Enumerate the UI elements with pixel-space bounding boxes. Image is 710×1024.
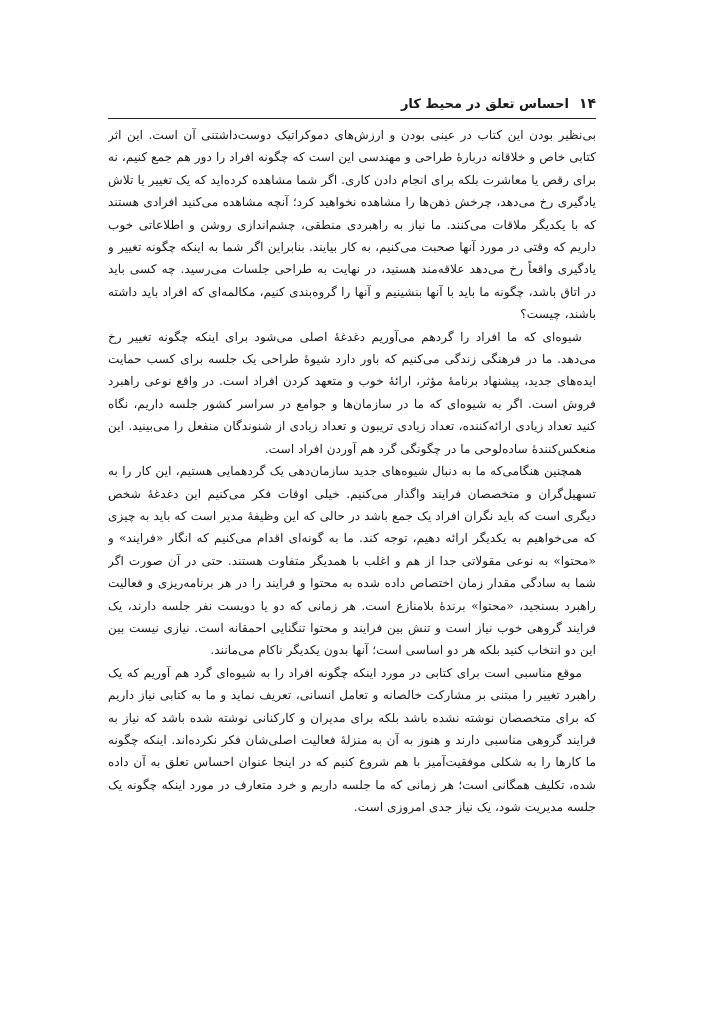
body-text xyxy=(108,124,596,894)
paragraph-1: بی‌نظیر بودن این کتاب در عینی بودن و ارزش‌های دموکراتیک دوست‌داشتنی آن است. این اثر کتابی خاص و خلاقانه دربارهٔ طراحی و مهندسی این است که چگونه افراد را دور هم جمع کنیم، نه برای رقص یا معاشرت بلکه برای انجام دادن کاری. اگر شما مشاهده کرده‌اید که یک تغییر یا تلاش یادگیری رخ می‌دهد، چرخش ذهن‌ها را مشاهده نخواهید کرد؛ آنچه مشاهده می‌کنید افرادی هستند که با یکدیگر ملاقات می‌کنند. ما نیاز به راهبردی منطقی، چشم‌اندازی روشن و اطلاعاتی خوب داریم که وقتی در مورد آنها صحبت می‌کنیم، به کار بیایند. بنابراین اگر شما به اینکه چگونه تغییر و یادگیری واقعاً رخ می‌دهد علاقه‌مند هستید، در نهایت به طراحی جلسات می‌رسید. چه کسی باید در اتاق باشد، چگونه ما باید با آنها بنشینیم و آنها را گروه‌بندی کنیم، مکالمه‌ای که افراد باید داشته باشند، چیست؟ xyxy=(108,128,596,322)
paragraph-2: شیوه‌ای که ما افراد را گردهم می‌آوریم دغدغهٔ اصلی می‌شود برای اینکه چگونه تغییر رخ می‌دهد. ما در فرهنگی زندگی می‌کنیم که باور دارد شیوهٔ طراحی یک جلسه برای کسب حمایت ایده‌های جدید، پیشنهاد برنامهٔ مؤثر، ارائهٔ خوب و متعهد کردن افراد است. در واقع نوعی راهبرد فروش است. اگر به شیوه‌ای که ما در سازمان‌ها و جوامع در سراسر کشور جلسه داریم، نگاه کنید تعداد زیادی ارائه‌کننده، تعداد زیادی تریبون و تعداد زیادی از شنوندگان منفعل را می‌بینید. این منعکس‌کنندهٔ ساده‌لوحی ما در چگونگی گرد هم آوردن افراد است. xyxy=(108,329,596,456)
page-number: ۱۴ xyxy=(578,96,596,112)
chapter-title: احساس تعلق در محیط کار xyxy=(400,96,569,112)
header-rule xyxy=(108,118,596,119)
paragraph-3: همچنین هنگامی‌که ما به دنبال شیوه‌های جدید سازمان‌دهی یک گردهمایی هستیم، این کار را به تسهیل‌گران و متخصصان فرایند واگذار می‌کنیم. خیلی اوقات فکر می‌کنیم این دغدغهٔ شخص دیگری است که باید نگران افراد یک جمع باشد در حالی که این وظیفهٔ مدیر است که باید به چیزی که می‌خواهیم به یکدیگر ارائه دهیم، توجه کند. ما به گونه‌ای اقدام می‌کنیم که انگار «فرایند» و «محتوا» به نوعی مقولاتی جدا از هم و اغلب با همدیگر متفاوت هستند. حتی در آن صورت اگر شما به سادگی مقدار زمان اختصاص داده شده به محتوا و فرایند را در هر برنامه‌ریزی و فعالیت راهبرد بسنجید، «محتوا» برندهٔ بلامنازع است. هر زمانی که دو یا دویست نفر جلسه دارند، یک فرایند گروهی خوب نیاز است و تنش بین فرایند و محتوا تنگنایی احمقانه است. نیازی نیست بین این دو انتخاب کنید بلکه هر دو اساسی است؛ آنها بدون یکدیگر ناکام می‌مانند. xyxy=(108,464,596,658)
paragraph-4: موقع مناسبی است برای کتابی در مورد اینکه چگونه افراد را به شیوه‌ای گرد هم آوریم که یک راهبرد تغییر را مبتنی بر مشارکت خالصانه و تعامل انسانی، تعریف نماید و ما به کتابی نیاز داریم که برای متخصصان نوشته نشده باشد بلکه برای مدیران و کارکنانی نوشته شده باشد که نیاز به فرایند گروهی مناسبی دارند و هنوز به آن به منزلهٔ فعالیت اصلی‌شان فکر نکرده‌اند. اینکه چگونه ما کارها را به شکلی موفقیت‌آمیز با هم شروع کنیم که در اینجا عنوان احساس تعلق به آن داده شده، تکلیف همگانی است؛ هر زمانی که ما جلسه داریم و خرد متعارف در مورد اینکه چگونه یک جلسه مدیریت شود، یک نیاز جدی امروزی است. xyxy=(108,665,596,815)
running-header xyxy=(108,92,596,116)
